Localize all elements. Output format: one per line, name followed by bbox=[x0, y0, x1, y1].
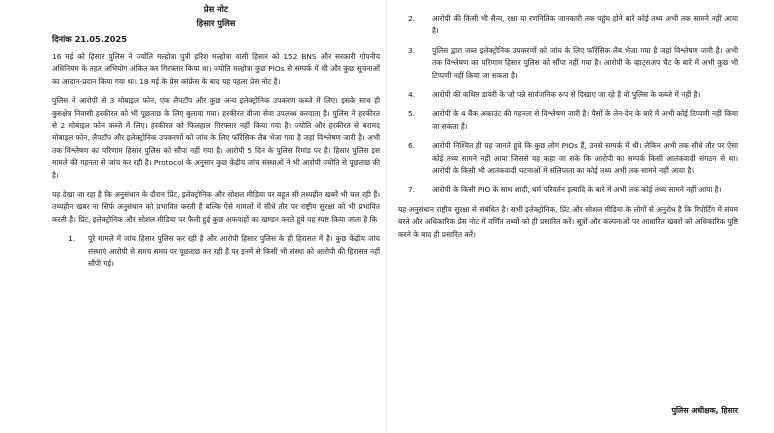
point-number: 6. bbox=[408, 141, 416, 151]
press-note-date: दिनांक 21.05.2025 bbox=[52, 34, 128, 44]
right-column bbox=[398, 0, 738, 415]
point-text: आरोपी निश्चित ही यह जानते हुये कि कुछ लोग PIOs हैं, उनसे सम्पर्क में थी। लेकिन अभी तक सीधे तौर पर ऐसा कोई तथ्य सामने नहीं आया जिससे यह कहा जा सके कि आरोपी का सम्पर्क किसी आतंकवादी संगठन से था। आरोपी के किसी भी आतंकवादी घटनाओं में संलिप्तता का कोई तथ्य अभी तक सामने नहीं आया है। bbox=[432, 141, 738, 176]
point-text: आरोपी के 4 बैंक अकाउंट की गहनता से विश्लेषण जारी है। पैसों के लेन-देन के बारे में अभी कोई टिप्पणी नहीं किया जा सकता है। bbox=[432, 109, 738, 131]
clarification-point bbox=[58, 233, 380, 270]
press-note-title: प्रेस नोट bbox=[203, 4, 229, 14]
point-number: 2. bbox=[408, 14, 416, 23]
closing-paragraph: यह अनुसंधान राष्ट्रीय सुरक्षा से संबंधित है। सभी इलेक्ट्रोनिक, प्रिंट और सोशल मीडिया के लोगों से अनुरोध है कि रिपोर्टिंग में संयम बरते और अधिकारिक प्रेस नोट में वर्णित तथ्यों को ही प्रसारित करें। सूत्रों और कल्पनाओं पर आधारित खबरों को अधिकारिक पुष्टि करने के बाद ही प्रसारित करें। bbox=[398, 204, 738, 239]
org-title: हिसार पुलिस bbox=[196, 18, 236, 28]
clarification-point bbox=[398, 140, 738, 177]
clarification-list-left bbox=[52, 233, 380, 270]
point-number: 1. bbox=[68, 234, 76, 244]
clarification-list-right bbox=[398, 13, 738, 197]
clarification-point bbox=[398, 184, 738, 196]
paragraph-seizure: पुलिस ने आरोपी से 3 मोबाइल फोन, एक लैपटॉप और कुछ अन्य इलेक्ट्रोनिक उपकरण कब्जे में लिए। इसके साथ ही कुरुक्षेत्र निवासी हरकीरत को भी पूछताछ के लिए बुलाया गया। हरकीरत वीजा सेवा उपलब्ध करवाता है। पुलिस ने हरकीरत से 2 मोबाइल फोन कब्जे में लिए। हरकीरत को फिलहाल गिरफ्तार नहीं किया गया है। ज्योति और हरकीरत से बरामद मोबाइल फोन, लैपटॉप और इलेक्ट्रोनिक उपकरणों को जांच के लिए फॉरेंसिक लैब भेजा गया है जहां विश्लेषण जारी है। अभी तक विश्लेषण का परिणाम हिसार पुलिस को सौंपा नहीं गया है। आरोपी 5 दिन के पुलिस रिमांड पर है। हिसार पुलिस इस मामले की गहनता से जांच कर रही है। Protocol के अनुसार कुछ केंद्रीय जांच संस्थाओं ने भी आरोपी ज्योति से पूछताछ की है। bbox=[52, 96, 380, 180]
point-text: आरोपी की किसी भी सैन्य, रक्षा या रणनितिक जानकारी तक पहुंच होने बारे कोई तथ्य अभी तक सामने नहीं आया है। bbox=[432, 14, 738, 36]
point-number: 4. bbox=[408, 90, 416, 100]
point-text: पूरे मामले में जांच हिसार पुलिस कर रही है और आरोपी हिसार पुलिस के ही हिरासत में है। कुछ केंद्रीय जांच संस्थाएं आरोपी से समय समय पर पूछताछ कर रही है पर इनमें से किसी भी संस्था को आरोपी की हिरासत नहीं सौंपी गई। bbox=[88, 234, 380, 269]
point-text: आरोपी की कथित डायरी के जो पन्ने सार्वजनिक रूप से दिखाए जा रहे है वो पुलिस के कब्जे में नहीं है। bbox=[432, 90, 701, 100]
clarification-point bbox=[398, 45, 738, 82]
paragraph-arrest: 16 मई को हिसार पुलिस ने ज्योति मल्होत्रा पुत्री हरिश मल्होत्रा वासी हिसार को 152 BNS और सरकारी गोपनीय अधिनियम के तहत अभियोग अंकित कर गिरफ्तार किया था। ज्योति मल्होत्रा कुछ PIOs से सम्पर्क में थी और कुछ सूचनाओं का आदान-प्रदान किया गया था। 18 मई के प्रेस कांफ्रेंस के बाद यह पहला प्रेस नोट है। bbox=[52, 52, 380, 86]
left-column bbox=[52, 0, 380, 271]
clarification-point bbox=[398, 89, 738, 101]
point-number: 5. bbox=[408, 109, 416, 119]
point-number: 3. bbox=[408, 45, 416, 55]
point-number: 7. bbox=[408, 185, 416, 195]
column-divider bbox=[386, 0, 387, 433]
point-text: आरोपी के किसी PIO के साथ शादी, धर्म परिवर्तन इत्यादि के बारे में अभी तक कोई तथ्य सामने नहीं आया है। bbox=[432, 185, 722, 195]
clarification-point bbox=[398, 108, 738, 133]
signature: पुलिस अधीक्षक, हिसार bbox=[671, 406, 738, 415]
clarification-point bbox=[398, 13, 738, 38]
point-text: पुलिस द्वारा जब्त इलेक्ट्रोनिक उपकरणों को जांच के लिए फॉरेंसिक लैब भेजा गया है जहां विश्लेषण जारी है। अभी तक विश्लेषण का परिणाम हिसार पुलिस को सौंपा नहीं गया है। आरोपी के व्हाट्सअप चैट के बारे में अभी कुछ भी टिप्पणी नहीं किया जा सकता है। bbox=[432, 45, 738, 80]
paragraph-rumours: यह देखा जा रहा है कि अनुसंधान के दौरान प्रिंट, इलेक्ट्रोनिक और सोशल मीडिया पर बहुत सी तथ्यहीन खबरें भी चल रही हैं। तथ्यहीन खबर ना सिर्फ अनुसंधान को प्रभावित करती है बल्कि ऐसे मामलों में सीधे तौर पर राष्ट्रीय सुरक्षा को भी प्रभावित करती है। प्रिंट, इलेक्ट्रोनिक और सोशल मीडिया पर फैली हुई कुछ अफवाहों का खण्डन करते हुये यह स्पष्ट किया जाता है कि bbox=[52, 190, 380, 224]
